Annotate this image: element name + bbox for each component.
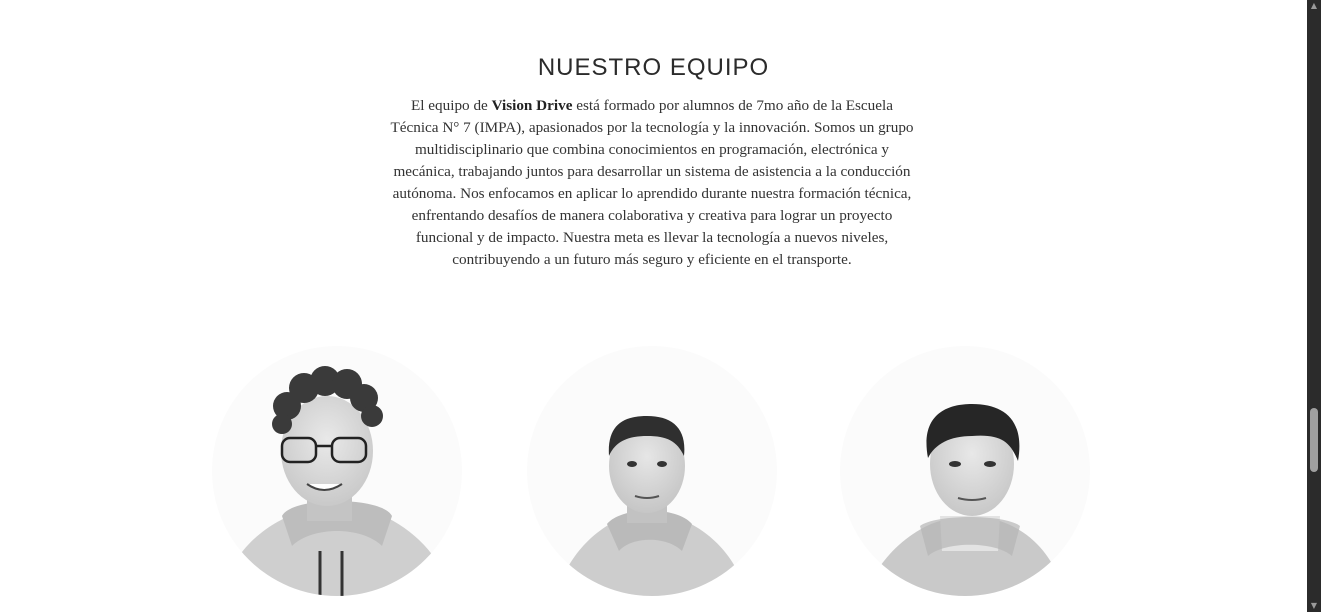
scroll-up-arrow-icon[interactable]: ▲ <box>1310 1 1318 10</box>
team-member-photo <box>527 346 777 596</box>
member-portrait-turtleneck <box>840 346 1090 596</box>
scroll-thumb[interactable] <box>1310 408 1318 472</box>
intro-text-start: El equipo de <box>411 97 492 114</box>
vertical-scrollbar[interactable] <box>1307 0 1321 612</box>
section-title: NUESTRO EQUIPO <box>537 54 770 81</box>
team-member-photo <box>840 346 1090 596</box>
brand-name: Vision Drive <box>491 97 573 114</box>
scroll-down-arrow-icon[interactable]: ▼ <box>1310 601 1318 610</box>
intro-text-rest: está formado por alumnos de 7mo año de la Escuela Técnica N° 7 (IMPA), apasionados por la tecnología y la innovación. Somos un grupo multidisciplinario que combina conocimientos en programación, electrónica y mecánica, trabajando juntos para desarrollar un sistema de asistencia a la conducción autónoma. Nos enfocamos en aplicar lo aprendido durante nuestra formación técnica, enfrentando desafíos de manera colaborativa y creativa para lograr un proyecto funcional y de impacto. Nuestra meta es llevar la tecnología a nuevos niveles, contribuyendo a un futuro más seguro y eficiente en el transporte. <box>390 97 914 268</box>
team-description <box>386 95 918 271</box>
team-member-photo <box>212 346 462 596</box>
member-portrait-curly-glasses <box>212 346 462 596</box>
member-portrait-short-hair <box>527 346 777 596</box>
